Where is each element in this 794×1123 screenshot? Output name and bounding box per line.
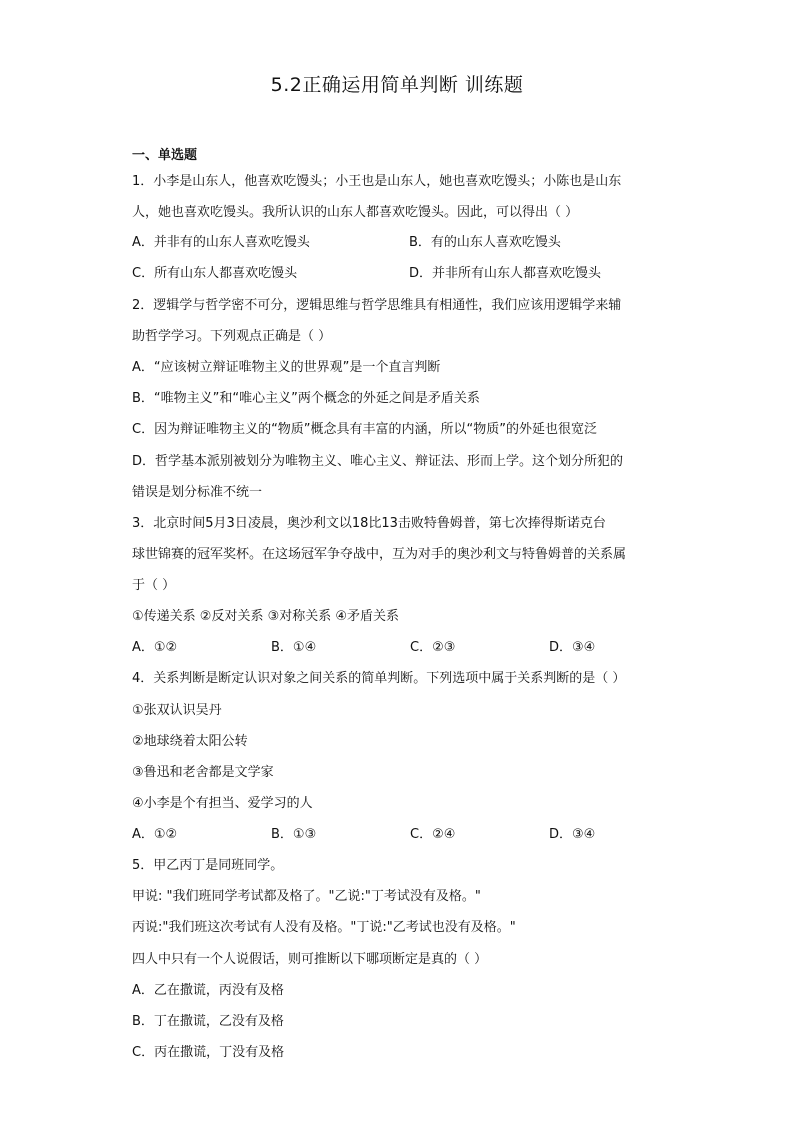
q3-items: ①传递关系 ②反对关系 ③对称关系 ④矛盾关系 bbox=[132, 609, 400, 624]
q2-option-d-line-1: D．哲学基本派别被划分为唯物主义、唯心主义、辩证法、形而上学。这个划分所犯的 bbox=[132, 454, 624, 469]
q5-option-c: C．丙在撒谎，丁没有及格 bbox=[132, 1045, 285, 1060]
q5-stem-line-1: 5．甲乙丙丁是同班同学。 bbox=[132, 858, 284, 873]
section-heading: 一、单选题 bbox=[132, 148, 198, 163]
q3-option-b: B．①④ bbox=[271, 640, 317, 655]
q4-stem-line-1: 4．关系判断是断定认识对象之间关系的简单判断。下列选项中属于关系判断的是（ ） bbox=[132, 671, 626, 686]
q2-option-d-line-2: 错误是划分标准不统一 bbox=[132, 485, 263, 500]
q5-option-a: A．乙在撒谎，丙没有及格 bbox=[132, 983, 284, 998]
q1-option-a: A．并非有的山东人喜欢吃馒头 bbox=[132, 235, 310, 250]
q1-stem-line-2: 人，她也喜欢吃馒头。我所认识的山东人都喜欢吃馒头。因此，可以得出（ ） bbox=[132, 205, 579, 220]
q2-option-a: A．“应该树立辩证唯物主义的世界观”是一个直言判断 bbox=[132, 360, 441, 375]
q4-item-3: ③鲁迅和老舍都是文学家 bbox=[132, 765, 274, 780]
q4-item-1: ①张双认识吴丹 bbox=[132, 703, 222, 718]
q4-option-a: A．①② bbox=[132, 827, 178, 842]
page-title: 5.2正确运用简单判断 训练题 bbox=[270, 74, 524, 96]
q4-option-c: C．②④ bbox=[410, 827, 456, 842]
q4-option-d: D．③④ bbox=[549, 827, 596, 842]
q2-stem-line-1: 2．逻辑学与哲学密不可分，逻辑思维与哲学思维具有相通性，我们应该用逻辑学来辅 bbox=[132, 298, 622, 313]
q2-stem-line-2: 助哲学学习。下列观点正确是（ ） bbox=[132, 329, 332, 344]
q4-item-2: ②地球绕着太阳公转 bbox=[132, 734, 248, 749]
q2-option-c: C．因为辩证唯物主义的“物质”概念具有丰富的内涵，所以“物质”的外延也很宽泛 bbox=[132, 422, 598, 437]
q5-option-b: B．丁在撒谎，乙没有及格 bbox=[132, 1014, 284, 1029]
q5-stem-line-3: 丙说:"我们班这次考试有人没有及格。"丁说:"乙考试也没有及格。" bbox=[132, 920, 516, 935]
q2-option-b: B．“唯物主义”和“唯心主义”两个概念的外延之间是矛盾关系 bbox=[132, 391, 480, 406]
q3-stem-line-3: 于（ ） bbox=[132, 578, 176, 593]
q3-option-a: A．①② bbox=[132, 640, 178, 655]
q3-stem-line-1: 3．北京时间5月3日凌晨，奥沙利文以18比13击败特鲁姆普，第七次捧得斯诺克台 bbox=[132, 516, 606, 531]
q1-stem-line-1: 1．小李是山东人，他喜欢吃馒头；小王也是山东人，她也喜欢吃馒头；小陈也是山东 bbox=[132, 174, 622, 189]
q3-stem-line-2: 球世锦赛的冠军奖杯。在这场冠军争夺战中，互为对手的奥沙利文与特鲁姆普的关系属 bbox=[132, 547, 627, 562]
q4-option-b: B．①③ bbox=[271, 827, 317, 842]
q1-option-b: B．有的山东人喜欢吃馒头 bbox=[409, 235, 561, 250]
q3-option-c: C．②③ bbox=[410, 640, 456, 655]
q4-item-4: ④小李是个有担当、爱学习的人 bbox=[132, 796, 313, 811]
q5-stem-line-2: 甲说: "我们班同学考试都及格了。"乙说:"丁考试没有及格。" bbox=[132, 889, 481, 904]
q1-option-c: C．所有山东人都喜欢吃馒头 bbox=[132, 266, 298, 281]
q5-stem-line-4: 四人中只有一个人说假话，则可推断以下哪项断定是真的（ ） bbox=[132, 952, 488, 967]
q1-option-d: D．并非所有山东人都喜欢吃馒头 bbox=[409, 266, 602, 281]
q3-option-d: D．③④ bbox=[549, 640, 596, 655]
